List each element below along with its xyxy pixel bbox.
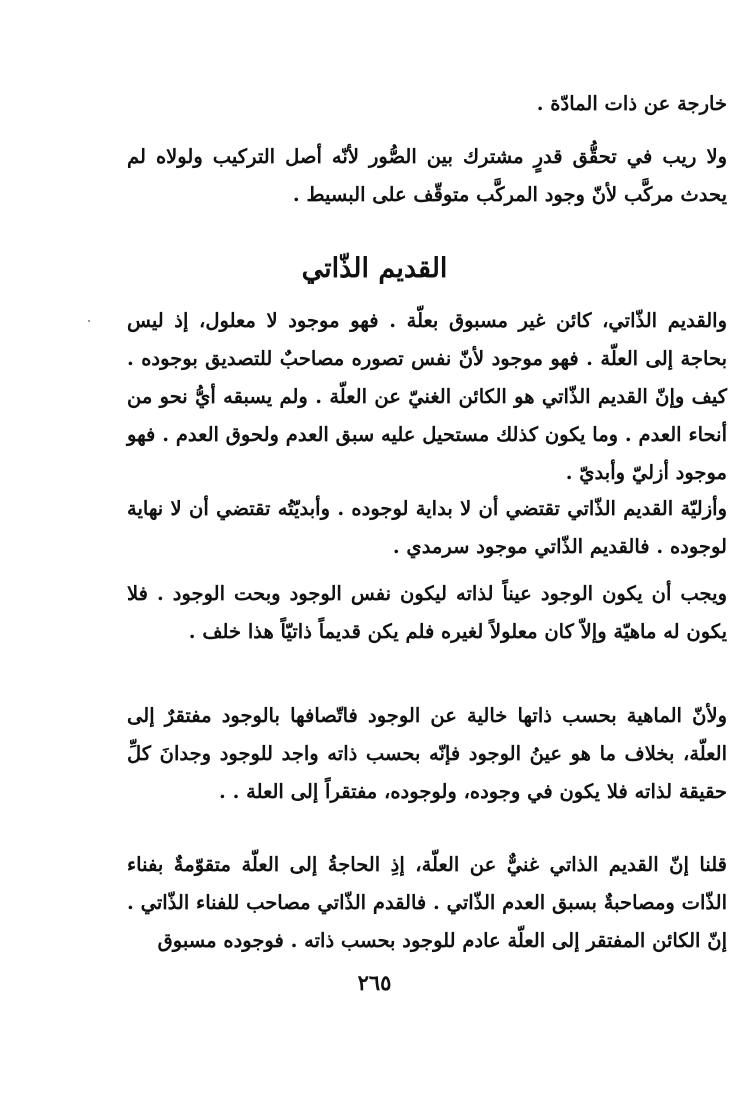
paragraph-existence: ويجب أن يكون الوجود عيناً لذاته ليكون نفس الوجود وبحت الوجود . فلا يكون له ماهيّة وإلاّ كان معلولاً لغيره فلم يكن قديماً ذاتيّاً هذا خلف .	[127, 582, 727, 643]
paragraph-dependent-being: إنّ الكائن المفتقر إلى العلّة عادم للوجود بحسب ذاته . فوجوده مسبوق	[157, 929, 727, 952]
paragraph-quiddity: ولأنّ الماهية بحسب ذاتها خالية عن الوجود فاتّصافها بالوجود مفتقرٌ إلى العلّة، بخلاف ما هو عينُ الوجود فإنّه بحسب ذاته واجد للوجود وجدانَ كلِّ حقيقة لذاته فلا يكون في وجوده، ولوجوده، مفتقراً إلى العلة . .	[127, 704, 727, 803]
paragraph-independence: قلنا إنّ القديم الذاتي غنيٌّ عن العلّة، إذِ الحاجةُ إلى العلّة متقوّمةٌ بفناء الذّات ومصاحبةٌ بسبق العدم الذّاتي . فالقدم الذّاتي مصاحب للفناء الذّاتي .	[127, 853, 727, 914]
paragraph-definition: والقديم الذّاتي، كائن غير مسبوق بعلّة . فهو موجود لا معلول، إذ ليس بحاجة إلى العلّة . فهو موجود لأنّ نفس تصوره مصاحبٌ للتصديق بوجوده . كيف وإنّ القديم الذّاتي هو الكائن الغنيّ عن العلّة . ولم يسبقه أيُّ نحو من أنحاء العدم . وما يكون كذلك مستحيل عليه سبق العدم ولحوق العدم . فهو موجود أزليّ وأبديّ .	[127, 309, 727, 484]
section-heading: القديم الذّاتي	[301, 253, 448, 284]
page-number: ٢٦٥	[357, 970, 392, 995]
paragraph-composition: ولا ريب في تحقُّق قدرٍ مشترك بين الصُّور لأنّه أصل التركيب ولولاه لم يحدث مركَّب لأنّ وجود المركَّب متوقّف على البسيط .	[127, 145, 727, 206]
margin-dot	[88, 320, 90, 322]
paragraph-continuation: خارجة عن ذات المادّة .	[536, 92, 727, 115]
paragraph-eternity: وأزليّة القديم الذّاتي تقتضي أن لا بداية لوجوده . وأبديّتُه تقتضي أن لا نهاية لوجوده . فالقديم الذّاتي موجود سرمدي .	[127, 497, 727, 558]
